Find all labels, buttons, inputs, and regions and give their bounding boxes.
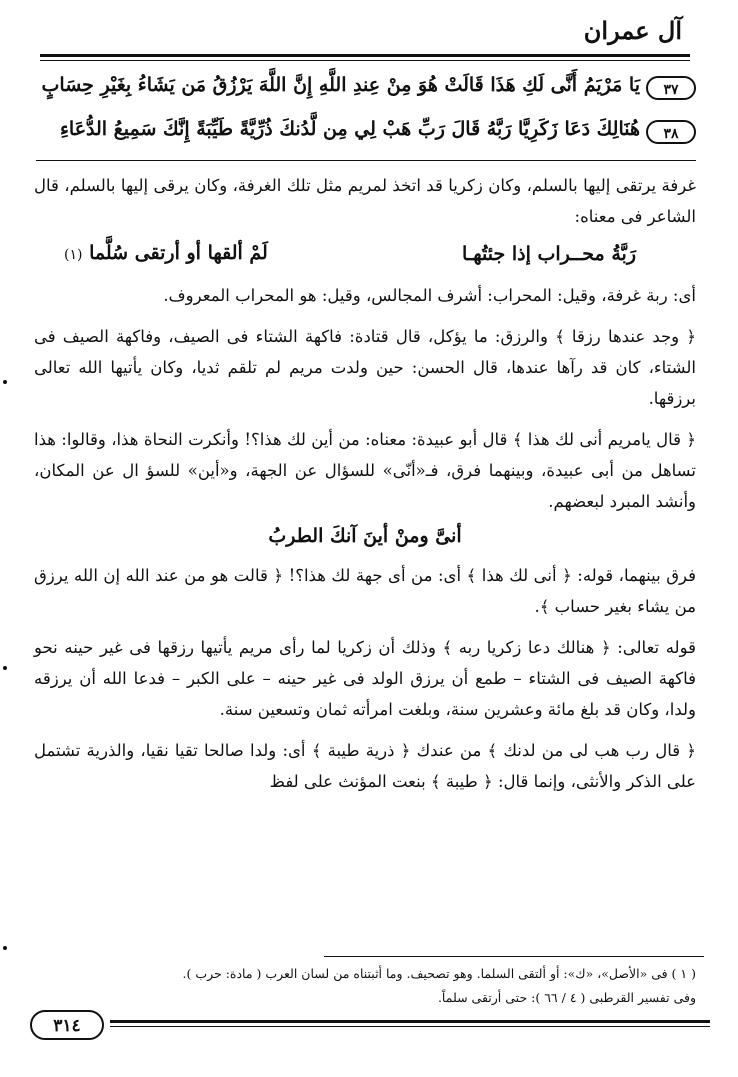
- quoted-verse-line: أنىَّ ومنْ أينَ آنكَ الطربُ: [268, 525, 462, 547]
- footnote-separator: [324, 956, 704, 957]
- page-number: ٣١٤: [30, 1010, 104, 1040]
- surah-title: آل عمران: [583, 16, 682, 45]
- verse-text: هُنَالِكَ دَعَا زَكَرِيَّا رَبَّهُ قَالَ رَبِّ هَبْ لِي مِن لَّدُنكَ ذُرِّيَّةً طَيِّبَةً إِنَّكَ سَمِيعُ الدُّعَاءِ: [59, 118, 640, 140]
- quran-verses: [36, 66, 696, 154]
- binding-hole: [3, 380, 7, 384]
- commentary-paragraph: أى: ربة غرفة، وقيل: المحراب: أشرف المجالس، وقيل: هو المحراب المعروف.: [163, 286, 696, 305]
- header-rule-thin: [40, 60, 690, 61]
- footnote-marker: (١): [64, 246, 83, 263]
- commentary-paragraph: قوله تعالى: ﴿ هنالك دعا زكريا ربه ﴾ وذلك أن زكريا لما رأى مريم يأتيها رزقها فى غير حينه نحو فاكهة الصيف فى الشتاء – طمع أن يرزق الولد فى غير حينه – على الكبر – فدعا الله أن يرزقه ولدا، وكان قد بلغ مائة وعشرين سنة، وبلغت امرأته ثمان وتسعين سنة.: [34, 638, 696, 719]
- footer-rule-thin: [110, 1026, 710, 1027]
- commentary-paragraph: غرفة يرتقى إليها بالسلم، وكان زكريا قد اتخذ لمريم مثل تلك الغرفة، وكان يرقى إليها بالسلم، قال الشاعر فى معناه:: [34, 176, 696, 226]
- footnote: ( ١ ) فى «الأصل»، «ك»: أو ألتقى السلما. وهو تصحيف. وما أثبتناه من لسان العرب ( مادة: حرب ).: [182, 966, 696, 981]
- ayah-number-marker: ٣٨: [646, 120, 696, 144]
- poetry-couplet: [34, 234, 696, 274]
- binding-hole: [3, 946, 7, 950]
- verse-text: يَا مَرْيَمُ أَنَّى لَكِ هَذَا قَالَتْ هُوَ مِنْ عِندِ اللَّهِ إِنَّ اللَّهَ يَرْزُقُ مَن يَشَاءُ بِغَيْرِ حِسَابٍ: [41, 74, 640, 96]
- header-rule: [40, 54, 690, 57]
- commentary-paragraph: فرق بينهما، قوله: ﴿ أنى لك هذا ﴾ أى: من أى جهة لك هذا؟! ﴿ قالت هو من عند الله إن الله يرزق من يشاء بغير حساب ﴾.: [34, 566, 696, 616]
- poem-hemistich-left: لَمْ ألقها أو أرتقى سُلَّما: [89, 241, 268, 264]
- commentary-paragraph: ﴿ قال رب هب لى من لدنك ﴾ من عندك ﴿ ذرية طيبة ﴾ أى: ولدا صالحا تقيا نقيا، والذرية تشتمل على الذكر والأنثى، وإنما قال: ﴿ طيبة ﴾ بنعت المؤنث على لفظ: [34, 741, 696, 791]
- footnotes: [34, 962, 696, 1010]
- commentary-body: [34, 170, 696, 797]
- page-header: [40, 14, 690, 60]
- verses-divider: [36, 160, 696, 161]
- commentary-paragraph: ﴿ قال يامريم أنى لك هذا ﴾ قال أبو عبيدة: معناه: من أين لك هذا؟! وأنكرت النحاة هذا، وقالوا: هذا تساهل من أبى عبيدة، وبينهما فرق، فـ«أنّى» للسؤال عن الجهة، و«أين» للسؤ ال عن المكان، وأنشد المبرد لبعضهم.: [34, 430, 696, 511]
- verse-line: [36, 66, 696, 110]
- commentary-paragraph: ﴿ وجد عندها رزقا ﴾ والرزق: ما يؤكل، قال قتادة: فاكهة الشتاء فى الصيف، وفاكهة الصيف فى الشتاء، كان قد رآها عندها، قال الحسن: حين ولدت مريم لم تلقم ثديا، وكان يأتيها الله تعالى برزقها.: [34, 327, 696, 408]
- page-footer: [30, 1010, 710, 1050]
- footnote: وفى تفسير القرطبى ( ٤ / ٦٦ ): حتى أرتقى سلماً.: [437, 990, 696, 1005]
- binding-hole: [3, 666, 7, 670]
- footer-rule: [110, 1020, 710, 1023]
- verse-line: [36, 110, 696, 154]
- poem-hemistich-right: رَبَّةُ محــراب إذا جئتُهـا: [461, 242, 636, 265]
- ayah-number-marker: ٣٧: [646, 76, 696, 100]
- poem-hemistich-left-wrap: [64, 238, 268, 271]
